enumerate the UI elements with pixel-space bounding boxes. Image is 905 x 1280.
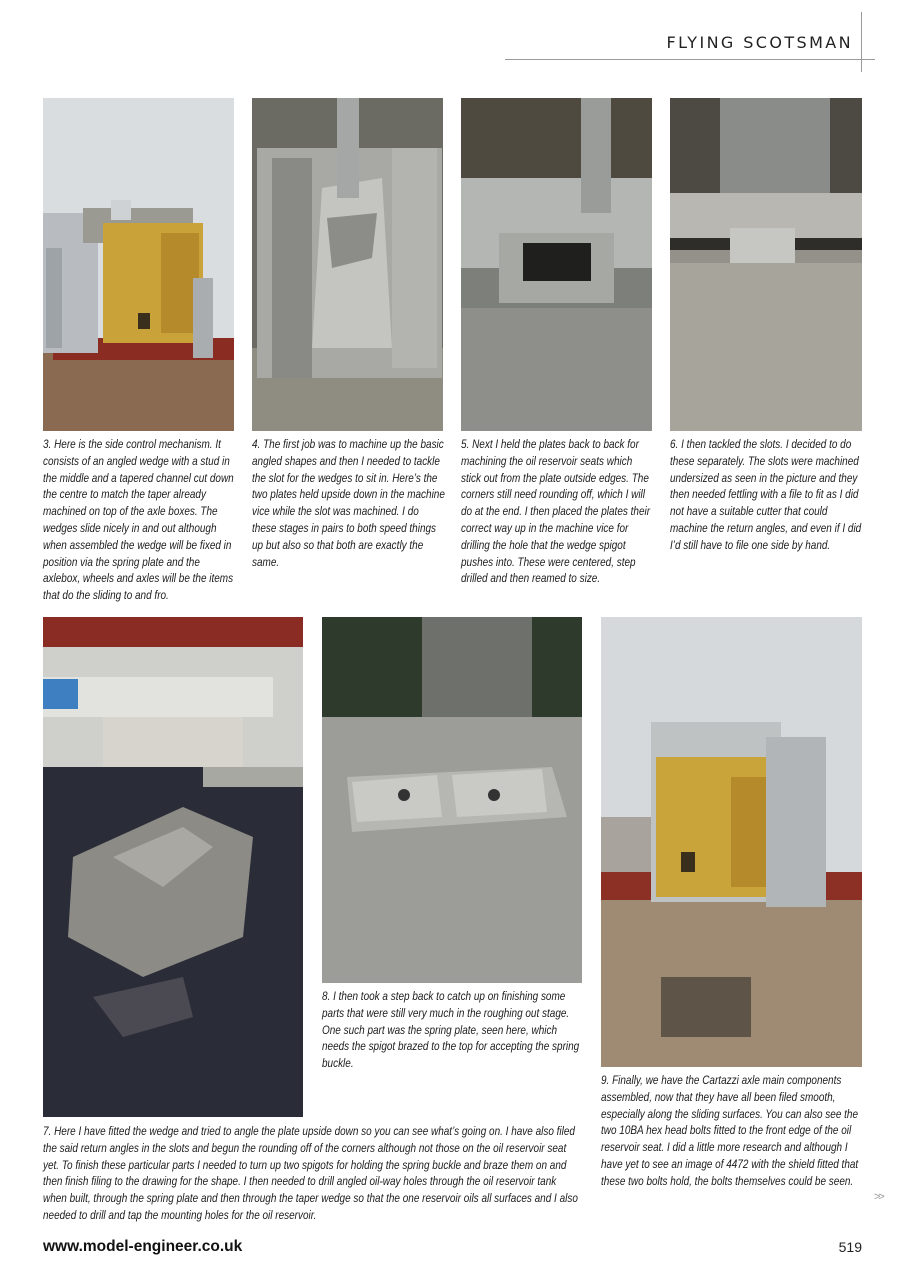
caption-7: 7. Here I have fitted the wedge and tried to angle the plate upside down so you can see what’s going on. I have also filed the said return angles in the slots and begun the rounding off of the corners although not those on the oil reservoir seat yet. To finish these particular parts I needed to turn up two spigots for holding the spring buckle and braze them on and then finish filing to the drawing for the shape. I then needed to drill angled oil-way holes through the oil reservoir tank when built, through the spring plate and then through the taper wedge so that the one reservoir oils all surfaces and I also needed to drill and tap the mounting holes for the oil reservoir.	[43, 1125, 578, 1222]
caption-5: 5. Next I held the plates back to back for machining the oil reservoir seats which stick out from the plate outside edges. The corners still need rounding off, which I will do at the end. I then placed the plates their correct way up in the machine vice for drilling the hole that the wedge spigot pushes into. These were centered, step drilled and then reamed to size.	[461, 438, 651, 586]
page-number: 519	[838, 1239, 862, 1255]
photo-6	[670, 98, 862, 431]
photo-5	[461, 98, 652, 431]
continue-arrow-icon: >>	[874, 1191, 883, 1203]
photo-7	[43, 617, 303, 1117]
photo-9	[601, 617, 862, 1067]
caption-9: 9. Finally, we have the Cartazzi axle main components assembled, now that they have all been filed smooth, especially along the sliding surfaces. You can also see the two 10BA hex head bolts fitted to the front edge of the oil reservoir seat. I did a little more research and although I have yet to see an image of 4472 with the shield fitted that these two bolts hold, the bolts themselves could be seen.	[601, 1074, 859, 1188]
caption-3: 3. Here is the side control mechanism. It consists of an angled wedge with a stud in the middle and a tapered channel cut down the centre to match the taper already machined on top of the axle boxes. The wedges slide nicely in and out although when assembled the wedge will be fixed in position via the spring plate and the axlebox, wheels and axles will be the items that do the sliding to and fro.	[43, 438, 234, 603]
running-header: FLYING SCOTSMAN	[666, 33, 853, 52]
photo-4	[252, 98, 443, 431]
footer-url: www.model-engineer.co.uk	[43, 1238, 243, 1255]
header-rule	[505, 59, 875, 60]
caption-4: 4. The first job was to machine up the basic angled shapes and then I needed to tackle the slot for the wedges to sit in. Here’s the two plates held upside down in the machine vice while the slot was machined. I do these stages in pairs to both speed things up but also so that both are exactly the same.	[252, 438, 445, 569]
header-rule-vertical	[861, 12, 862, 72]
photo-3	[43, 98, 234, 431]
caption-8: 8. I then took a step back to catch up on finishing some parts that were still very much in the roughing out stage. One such part was the spring plate, seen here, which needs the spigot brazed to the top for accepting the spring buckle.	[322, 990, 580, 1071]
caption-6: 6. I then tackled the slots. I decided to do these separately. The slots were machined undersized as seen in the picture and they then needed fettling with a file to fit as I did not have a suitable cutter that could machine the return angles, and even if I did I’d still have to file one side by hand.	[670, 438, 862, 552]
photo-8	[322, 617, 582, 983]
